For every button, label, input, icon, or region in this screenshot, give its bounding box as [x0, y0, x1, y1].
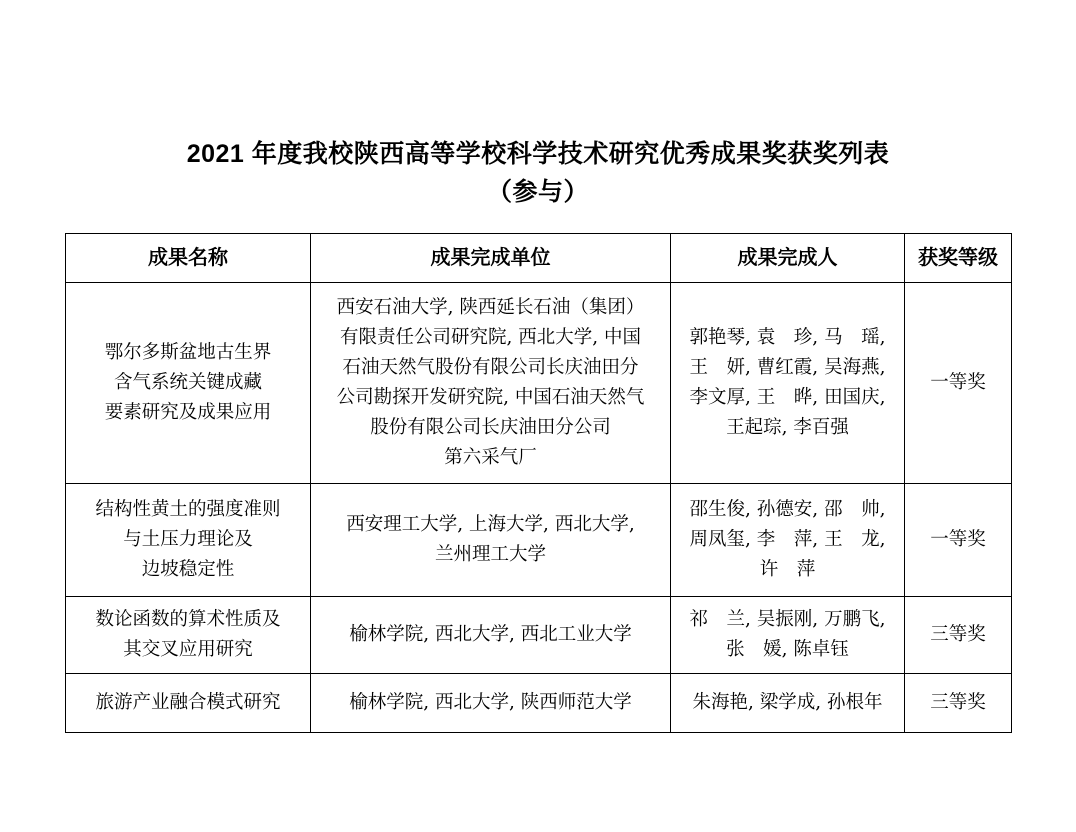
- text-line: 周凤玺, 李 萍, 王 龙,: [689, 529, 886, 550]
- cell-level: 三等奖: [905, 597, 1012, 674]
- cell-people: [671, 674, 905, 733]
- text-line: 许 萍: [759, 559, 816, 580]
- cell-name: [66, 484, 311, 597]
- cell-name: [66, 674, 311, 733]
- text-line: 鄂尔多斯盆地古生界: [104, 342, 272, 363]
- column-header-people: 成果完成人: [671, 234, 905, 283]
- cell-people: [671, 283, 905, 484]
- text-line: 祁 兰, 吴振刚, 万鹏飞,: [689, 609, 886, 630]
- text-line: 结构性黄土的强度准则: [95, 499, 281, 520]
- text-line: 郭艳琴, 袁 珍, 马 瑶,: [689, 327, 886, 348]
- cell-level: 三等奖: [905, 674, 1012, 733]
- text-line: 张 媛, 陈卓钰: [726, 639, 849, 660]
- text-line: 数论函数的算术性质及: [95, 609, 281, 630]
- cell-level: 一等奖: [905, 283, 1012, 484]
- text-line: 旅游产业融合模式研究: [95, 692, 281, 713]
- text-line: 西安石油大学, 陕西延长石油（集团）: [336, 297, 645, 318]
- text-line: 要素研究及成果应用: [104, 402, 272, 423]
- cell-units: [311, 484, 671, 597]
- text-line: 榆林学院, 西北大学, 陕西师范大学: [349, 692, 632, 713]
- cell-name: [66, 283, 311, 484]
- table-row: [66, 484, 1012, 597]
- award-table-container: [65, 233, 1011, 733]
- table-body: [66, 283, 1012, 733]
- text-line: 股份有限公司长庆油田分公司: [370, 417, 611, 438]
- text-line: 李文厚, 王 晔, 田国庆,: [689, 387, 886, 408]
- text-line: 公司勘探开发研究院, 中国石油天然气: [336, 387, 645, 408]
- text-line: 石油天然气股份有限公司长庆油田分: [342, 357, 639, 378]
- text-line: 有限责任公司研究院, 西北大学, 中国: [339, 327, 642, 348]
- table-row: [66, 283, 1012, 484]
- text-line: 西安理工大学, 上海大学, 西北大学,: [346, 514, 635, 535]
- cell-units: [311, 597, 671, 674]
- text-line: 兰州理工大学: [434, 544, 546, 565]
- table-header-row: [66, 234, 1012, 283]
- text-line: 含气系统关键成藏: [113, 372, 262, 393]
- page-subtitle: （参与）: [486, 178, 589, 206]
- column-header-name: 成果名称: [66, 234, 311, 283]
- text-line: 边坡稳定性: [141, 559, 235, 580]
- text-line: 朱海艳, 梁学成, 孙根年: [692, 692, 883, 713]
- text-line: 榆林学院, 西北大学, 西北工业大学: [349, 624, 632, 645]
- cell-people: [671, 484, 905, 597]
- award-table: [65, 233, 1012, 733]
- cell-units: [311, 283, 671, 484]
- text-line: 其交叉应用研究: [123, 639, 253, 660]
- text-line: 与土压力理论及: [123, 529, 253, 550]
- text-line: 王 妍, 曹红霞, 吴海燕,: [689, 357, 886, 378]
- cell-name: [66, 597, 311, 674]
- cell-people: [671, 597, 905, 674]
- column-header-units: 成果完成单位: [311, 234, 671, 283]
- cell-units: [311, 674, 671, 733]
- text-line: 王起琮, 李百强: [726, 417, 849, 438]
- column-header-level: 获奖等级: [905, 234, 1012, 283]
- page-title: 2021 年度我校陕西高等学校科学技术研究优秀成果奖获奖列表: [186, 140, 890, 168]
- text-line: 第六采气厂: [444, 447, 537, 468]
- table-row: [66, 674, 1012, 733]
- table-header: [66, 234, 1012, 283]
- table-row: [66, 597, 1012, 674]
- text-line: 邵生俊, 孙德安, 邵 帅,: [689, 499, 886, 520]
- cell-level: 一等奖: [905, 484, 1012, 597]
